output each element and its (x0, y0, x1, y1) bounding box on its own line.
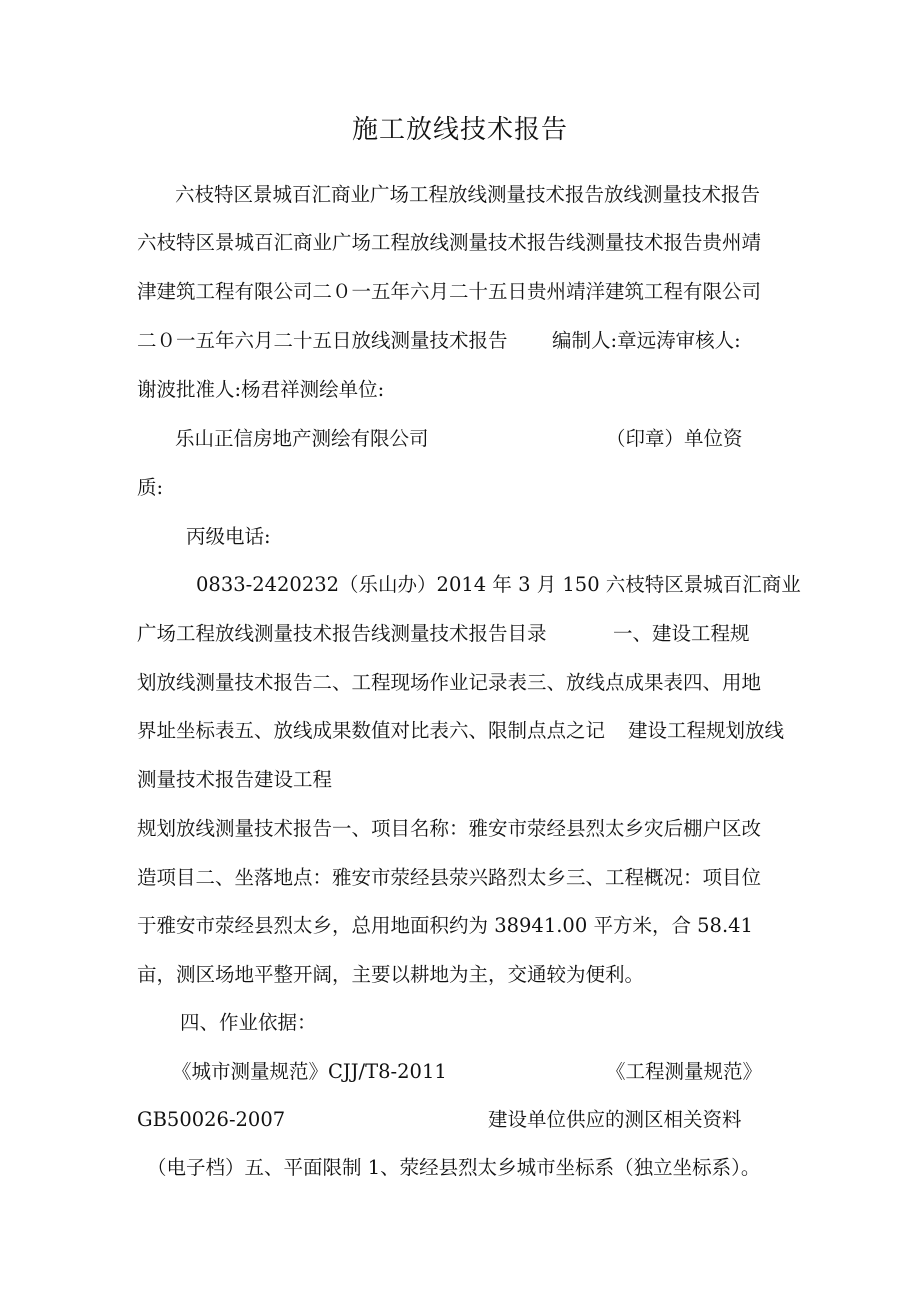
text-line: 造项目二、坐落地点：雅安市荥经县荥兴路烈太乡三、工程概况：项目位 (137, 866, 762, 889)
text-line: 于雅安市荥经县烈太乡，总用地面积约为 38941.00 平方米，合 58.41 (137, 914, 753, 937)
text-line: 测量技术报告建设工程 (137, 768, 333, 791)
text-line: 二０一五年六月二十五日放线测量技术报告 (137, 329, 508, 352)
text-line: 四、作业依据： (180, 1011, 317, 1034)
text-line: 广场工程放线测量技术报告线测量技术报告目录 (137, 622, 547, 645)
text-line: 津建筑工程有限公司二０一五年六月二十五日贵州靖洋建筑工程有限公司 (137, 280, 762, 303)
text-line: 0833-2420232（乐山办）2014 年 3 月 150 六枝特区景城百汇商业 (196, 573, 801, 596)
text-line: 界址坐标表五、放线成果数值对比表六、限制点点之记 (137, 719, 606, 742)
text-line: 亩，测区场地平整开阔，主要以耕地为主，交通较为便利。 (137, 963, 645, 986)
text-line: 六枝特区景城百汇商业广场工程放线测量技术报告线测量技术报告贵州靖 (137, 231, 762, 254)
document-title: 施工放线技术报告 (351, 115, 568, 145)
text-line: （电子档）五、平面限制 1、荥经县烈太乡城市坐标系（独立坐标系）。 (147, 1156, 761, 1179)
text-line: 规划放线测量技术报告一、项目名称：雅安市荥经县烈太乡灾后棚户区改 (137, 817, 762, 840)
text-line: 建设单位供应的测区相关资料 (488, 1108, 742, 1131)
text-line: （印章）单位资 (606, 427, 743, 450)
text-line: 质: (137, 476, 164, 499)
text-line: 六枝特区景城百汇商业广场工程放线测量技术报告放线测量技术报告 (175, 183, 761, 206)
text-line: GB50026-2007 (137, 1108, 286, 1131)
text-line: 《工程测量规范》 (606, 1060, 763, 1083)
text-line: 一、建设工程规 (613, 622, 750, 645)
text-line: 乐山正信房地产测绘有限公司 (175, 427, 429, 450)
text-line: 丙级电话: (186, 525, 271, 548)
text-line: 编制人:章远涛审核人: (552, 329, 741, 352)
text-line: 划放线测量技术报告二、工程现场作业记录表三、放线点成果表四、用地 (137, 671, 762, 694)
text-line: 建设工程规划放线 (628, 719, 785, 742)
text-line: 谢波批准人:杨君祥测绘单位: (137, 378, 385, 401)
text-line: 《城市测量规范》CJJ/T8-2011 (172, 1060, 447, 1083)
